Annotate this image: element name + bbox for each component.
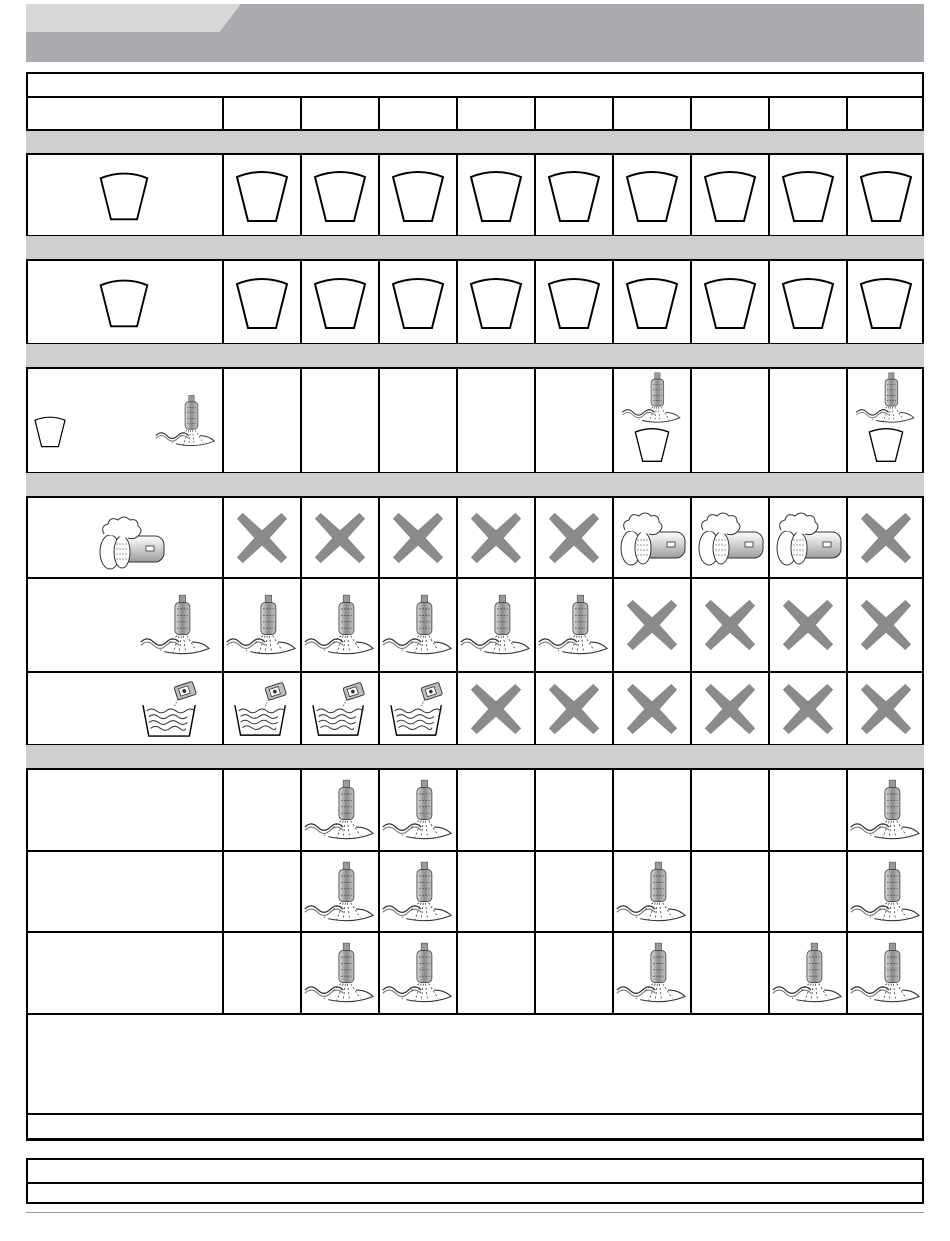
grid-vline <box>846 260 848 344</box>
grid-vline <box>222 672 224 745</box>
spray-cleaner-icon <box>620 371 684 425</box>
spray-cleaner-icon <box>138 593 214 657</box>
grid-vline <box>534 672 536 745</box>
grid-vline <box>768 769 770 851</box>
grid-vline <box>690 851 692 932</box>
footer-divider <box>28 1182 922 1184</box>
not-allowed-x-icon <box>467 509 525 567</box>
grid-vline <box>378 97 380 130</box>
grid-hline <box>26 577 924 579</box>
spray-cleaner-icon <box>302 593 378 657</box>
spray-cleaner-icon <box>458 593 534 657</box>
grid-hline <box>26 1139 924 1141</box>
grid-vline <box>222 769 224 851</box>
spray-cleaner-icon <box>154 393 218 449</box>
grid-vline <box>456 154 458 236</box>
grid-vline <box>768 97 770 130</box>
grid-vline <box>768 368 770 473</box>
basin-icon <box>544 165 604 225</box>
section-band <box>26 344 924 368</box>
grid-vline <box>534 154 536 236</box>
grid-vline <box>846 578 848 672</box>
basin-icon <box>778 272 838 332</box>
spray-cleaner-icon <box>302 778 378 842</box>
foam-machine-icon <box>95 514 167 574</box>
grid-vline <box>378 154 380 236</box>
grid-vline <box>846 497 848 578</box>
grid-hline <box>26 496 924 498</box>
section-band <box>26 473 924 497</box>
spray-cleaner-icon <box>848 778 924 842</box>
grid-vline <box>846 672 848 745</box>
grid-vline <box>222 368 224 473</box>
grid-vline <box>222 497 224 578</box>
grid-vline <box>378 497 380 578</box>
grid-vline <box>768 672 770 745</box>
grid-hline <box>26 931 924 933</box>
grid-vline <box>456 97 458 130</box>
grid-vline <box>768 578 770 672</box>
spray-cleaner-icon <box>302 941 378 1005</box>
basin-icon <box>622 272 682 332</box>
section-band <box>26 130 924 154</box>
foam-machine-icon <box>617 510 687 570</box>
grid-vline <box>534 769 536 851</box>
soak-bucket-icon <box>385 681 451 737</box>
basin-icon <box>310 165 370 225</box>
grid-vline <box>768 851 770 932</box>
grid-vline <box>690 260 692 344</box>
not-allowed-x-icon <box>545 680 603 738</box>
not-allowed-x-icon <box>623 596 681 654</box>
spray-cleaner-icon <box>302 860 378 924</box>
spray-cleaner-icon <box>380 941 456 1005</box>
grid-vline <box>690 368 692 473</box>
grid-hline <box>26 671 924 673</box>
section-band <box>26 745 924 769</box>
grid-vline <box>612 578 614 672</box>
basin-icon <box>700 165 760 225</box>
grid-vline <box>690 154 692 236</box>
grid-hline <box>26 153 924 155</box>
grid-vline <box>378 260 380 344</box>
basin-icon <box>700 272 760 332</box>
grid-vline <box>456 672 458 745</box>
spray-cleaner-icon <box>380 860 456 924</box>
grid-vline <box>456 851 458 932</box>
basin-icon <box>310 272 370 332</box>
not-allowed-x-icon <box>857 680 915 738</box>
not-allowed-x-icon <box>857 509 915 567</box>
grid-hline <box>26 768 924 770</box>
grid-hline <box>26 129 924 131</box>
grid-vline <box>768 154 770 236</box>
page-bottom-rule <box>26 1212 924 1213</box>
grid-hline <box>26 1013 924 1015</box>
grid-vline <box>300 260 302 344</box>
grid-vline <box>612 497 614 578</box>
grid-vline <box>768 260 770 344</box>
spray-cleaner-icon <box>614 860 690 924</box>
grid-vline <box>300 672 302 745</box>
grid-vline <box>300 497 302 578</box>
grid-hline <box>26 259 924 261</box>
grid-vline <box>378 368 380 473</box>
grid-vline <box>612 154 614 236</box>
spray-cleaner-icon <box>848 941 924 1005</box>
basin-icon <box>866 424 906 464</box>
grid-vline <box>612 97 614 130</box>
not-allowed-x-icon <box>545 509 603 567</box>
grid-vline <box>768 497 770 578</box>
section-band <box>26 236 924 260</box>
basin-icon <box>622 165 682 225</box>
grid-vline <box>612 769 614 851</box>
grid-vline <box>222 97 224 130</box>
grid-vline <box>222 260 224 344</box>
grid-vline <box>456 260 458 344</box>
not-allowed-x-icon <box>467 680 525 738</box>
grid-vline <box>846 154 848 236</box>
grid-hline <box>26 367 924 369</box>
grid-vline <box>612 672 614 745</box>
grid-vline <box>534 368 536 473</box>
grid-vline <box>690 672 692 745</box>
not-allowed-x-icon <box>857 596 915 654</box>
foam-machine-icon <box>773 510 843 570</box>
not-allowed-x-icon <box>701 680 759 738</box>
grid-vline <box>612 368 614 473</box>
grid-vline <box>846 368 848 473</box>
spray-cleaner-icon <box>848 860 924 924</box>
grid-vline <box>690 578 692 672</box>
grid-vline <box>300 154 302 236</box>
basin-icon <box>388 165 448 225</box>
grid-vline <box>456 368 458 473</box>
basin-icon <box>32 413 68 449</box>
spray-cleaner-icon <box>380 593 456 657</box>
grid-vline <box>378 672 380 745</box>
not-allowed-x-icon <box>779 596 837 654</box>
header-tab <box>26 4 241 32</box>
grid-hline <box>26 850 924 852</box>
grid-vline <box>222 932 224 1014</box>
grid-vline <box>456 932 458 1014</box>
grid-vline <box>612 260 614 344</box>
grid-vline <box>534 260 536 344</box>
not-allowed-x-icon <box>311 509 369 567</box>
not-allowed-x-icon <box>701 596 759 654</box>
spray-cleaner-icon <box>614 941 690 1005</box>
grid-vline <box>300 97 302 130</box>
spray-cleaner-icon <box>770 941 846 1005</box>
basin-icon <box>95 274 153 330</box>
basin-icon <box>466 272 526 332</box>
foam-machine-icon <box>695 510 765 570</box>
basin-icon <box>544 272 604 332</box>
basin-icon <box>232 165 292 225</box>
grid-hline <box>26 96 924 98</box>
soak-bucket-icon <box>229 681 295 737</box>
grid-hline <box>26 1113 924 1115</box>
soak-bucket-icon <box>307 681 373 737</box>
not-allowed-x-icon <box>233 509 291 567</box>
spray-cleaner-icon <box>224 593 300 657</box>
basin-icon <box>632 424 672 464</box>
basin-icon <box>95 167 153 223</box>
grid-vline <box>456 497 458 578</box>
grid-vline <box>456 769 458 851</box>
basin-icon <box>466 165 526 225</box>
grid-vline <box>534 851 536 932</box>
basin-icon <box>232 272 292 332</box>
grid-vline <box>690 97 692 130</box>
not-allowed-x-icon <box>389 509 447 567</box>
grid-vline <box>534 97 536 130</box>
grid-vline <box>222 154 224 236</box>
basin-icon <box>856 165 916 225</box>
not-allowed-x-icon <box>623 680 681 738</box>
footer-table <box>26 1158 924 1204</box>
spray-cleaner-icon <box>536 593 612 657</box>
soak-bucket-icon <box>136 680 206 738</box>
spray-cleaner-icon <box>854 371 918 425</box>
basin-icon <box>856 272 916 332</box>
not-allowed-x-icon <box>779 680 837 738</box>
grid-vline <box>690 932 692 1014</box>
grid-vline <box>690 769 692 851</box>
grid-vline <box>534 932 536 1014</box>
grid-vline <box>690 497 692 578</box>
basin-icon <box>778 165 838 225</box>
grid-vline <box>534 497 536 578</box>
cleaning-chart <box>26 72 924 1140</box>
grid-vline <box>846 97 848 130</box>
spray-cleaner-icon <box>380 778 456 842</box>
basin-icon <box>388 272 448 332</box>
grid-vline <box>300 368 302 473</box>
grid-vline <box>222 851 224 932</box>
